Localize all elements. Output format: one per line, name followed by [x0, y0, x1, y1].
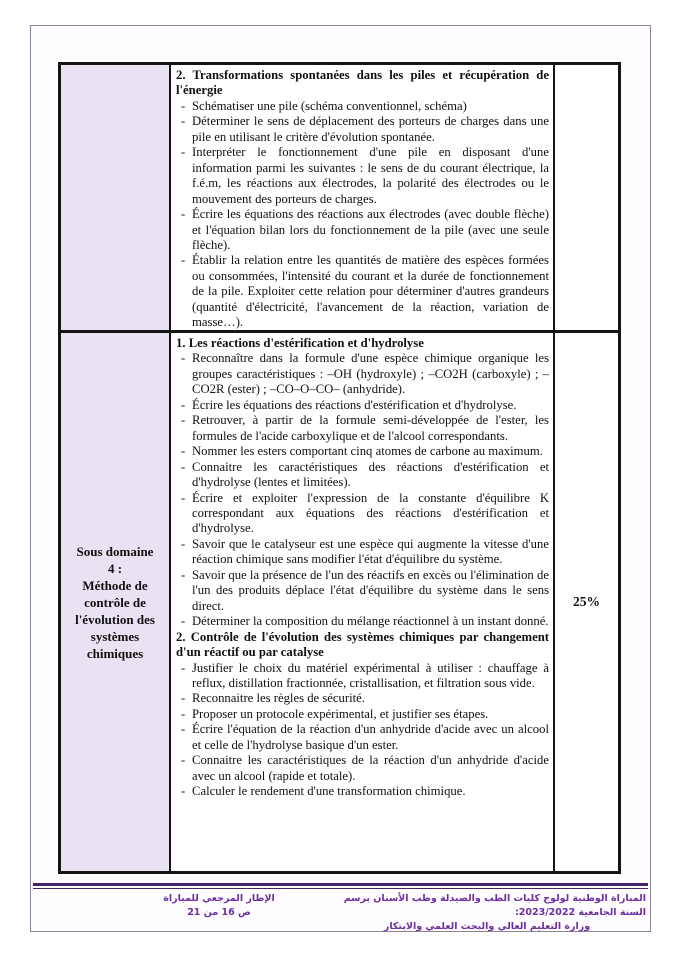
bullet-dash: -: [181, 722, 186, 737]
bullet-dash: -: [181, 691, 186, 706]
bullet-item: [176, 537, 549, 568]
bullet-text: Savoir que le catalyseur est une espèce qui augmente la vitesse d'une réaction chimique sans modifier l'état d'équilibre du système.: [192, 536, 549, 567]
bullet-text: Nommer les esters comportant cinq atomes de carbone au maximum.: [192, 444, 543, 459]
bullet-dash: -: [181, 567, 186, 582]
bullet-item: [176, 398, 549, 413]
bullet-text: Écrire et exploiter l'expression de la constante d'équilibre K correspondant aux équations des réactions d'estérification et d'hydrolyse.: [192, 490, 549, 536]
bullet-text: Établir la relation entre les quantités de matière des espèces formées ou consommées, l'intensité du courant et la durée de fonctionnement de la pile. Exploiter cette relation pour déterminer d'autres grandeurs (quantité d'électricité, l'avancement de la réaction, variation de masse…).: [192, 253, 549, 330]
section-heading: 2. Transformations spontanées dans les piles et récupération de l'énergie: [176, 68, 549, 98]
bullet-text: Interpréter le fonctionnement d'une pile en disposant d'une information parmi les suivantes : le sens de du courant électrique, la f.é.m, les réactions aux électrodes, la polarité des électrodes ou le mouvement des porteurs de charges.: [192, 145, 549, 206]
table-row: [61, 330, 618, 871]
bullet-dash: -: [181, 490, 186, 505]
bullet-text: Déterminer la composition du mélange réactionnel à un instant donné.: [192, 614, 549, 629]
bullet-text: Retrouver, à partir de la formule semi-développée de l'ester, les formules de l'acide carboxylique et de l'alcool correspondants.: [192, 413, 549, 443]
bullet-dash: -: [181, 536, 186, 551]
bullet-dash: -: [181, 207, 186, 222]
bullet-item: [176, 568, 549, 614]
bullet-dash: -: [181, 459, 186, 474]
bullet-text: Écrire les équations des réactions d'estérification et d'hydrolyse.: [192, 397, 517, 412]
bullet-text: Reconnaître dans la formule d'une espèce chimique organique les groupes caractéristiques : –OH (hydroxyle) ; –CO2H (carboxyle) ; –CO2R (ester) ; –CO–O–CO– (anhydride).: [192, 351, 549, 397]
domain-label-line: l'évolution des: [75, 611, 155, 627]
bullet-item: [176, 145, 549, 207]
bullet-item: [176, 99, 549, 114]
domain-label-line: systèmes: [90, 628, 140, 644]
footer-reference-frame: الإطار المرجعي للمباراة: [163, 893, 275, 904]
bullet-dash: -: [181, 253, 186, 268]
weight-cell: [555, 65, 618, 330]
bullet-dash: -: [181, 397, 186, 412]
table-row: [61, 65, 618, 330]
bullet-item: [176, 661, 549, 692]
bullet-item: [176, 707, 549, 722]
bullet-text: Connaitre les caractéristiques des réactions d'estérification et d'hydrolyse (lentes et limitées).: [192, 459, 549, 490]
bullet-dash: -: [181, 413, 186, 428]
bullet-item: [176, 491, 549, 537]
footer-page-number: ص 16 من 21: [187, 907, 251, 918]
bullet-dash: -: [181, 145, 186, 160]
domain-label-line: chimiques: [86, 645, 144, 661]
bullet-dash: -: [181, 614, 186, 629]
bullet-item: [176, 253, 549, 330]
bullet-dash: -: [181, 753, 186, 768]
page-footer: [31, 892, 650, 932]
curriculum-table: [58, 62, 621, 874]
bullet-dash: -: [181, 706, 186, 721]
footer-ministry: وزارة التعليم العالي والبحث العلمي والابتكار: [383, 921, 591, 932]
bullet-text: Savoir que la présence de l'un des réactifs en excès ou l'élimination de l'un des produits déplace l'état d'équilibre du système dans le sens direct.: [192, 567, 549, 613]
bullet-text: Calculer le rendement d'une transformation chimique.: [192, 784, 466, 799]
domain-cell: [61, 333, 171, 871]
bullet-dash: -: [181, 98, 186, 113]
weight-cell: 25%: [555, 333, 618, 871]
bullet-text: Écrire les équations des réactions aux électrodes (avec double flèche) et l'équation bilan lors du fonctionnement de la pile (avec une seule flèche).: [192, 207, 549, 252]
bullet-text: Proposer un protocole expérimental, et justifier ses étapes.: [192, 706, 489, 721]
bullet-dash: -: [181, 351, 186, 366]
bullet-text: Schématiser une pile (schéma conventionnel, schéma): [192, 98, 467, 113]
bullet-text: Déterminer le sens de déplacement des porteurs de charges dans une pile en utilisant le critère d'évolution spontanée.: [192, 114, 549, 144]
bullet-item: [176, 753, 549, 784]
bullet-item: [176, 207, 549, 253]
bullet-item: [176, 460, 549, 491]
section-heading: 1. Les réactions d'estérification et d'hydrolyse: [176, 336, 424, 350]
section-heading: 2. Contrôle de l'évolution des systèmes chimiques par changement d'un réactif ou par catalyse: [176, 629, 549, 660]
bullet-text: Écrire l'équation de la réaction d'un anhydride d'acide avec un alcool et celle de l'hydrolyse basique d'un ester.: [192, 722, 549, 752]
domain-label-line: Méthode de: [82, 577, 148, 593]
bullet-text: Reconnaitre les règles de sécurité.: [192, 691, 365, 706]
page-frame: [30, 25, 651, 932]
bullet-item: [176, 413, 549, 444]
domain-label-line: 4 :: [107, 560, 123, 576]
bullet-text: Connaitre les caractéristiques de la réaction d'un anhydride d'acide avec un alcool (rapide et totale).: [192, 753, 549, 783]
content-cell: [171, 65, 555, 330]
domain-label-line: contrôle de: [84, 594, 146, 610]
bullet-text: Justifier le choix du matériel expérimental à utiliser : chauffage à reflux, distillation fractionnée, cristallisation, et filtration sous vide.: [192, 660, 549, 690]
content-cell: [171, 333, 555, 871]
bullet-item: [176, 784, 549, 799]
bullet-item: [176, 614, 549, 629]
bullet-item: [176, 444, 549, 459]
bullet-item: [176, 114, 549, 145]
bullet-dash: -: [181, 784, 186, 799]
footer-reference-info: [149, 892, 289, 920]
bullet-dash: -: [181, 114, 186, 129]
bullet-dash: -: [181, 444, 186, 459]
footer-exam-title: المباراة الوطنية لولوج كليات الطب والصيدلة وطب الأسنان برسم السنة الجامعية 2023/2022:: [343, 893, 646, 918]
bullet-dash: -: [181, 660, 186, 675]
footer-rule: [33, 883, 648, 889]
domain-label-line: Sous domaine: [76, 543, 154, 559]
bullet-item: [176, 691, 549, 706]
domain-cell: [61, 65, 171, 330]
bullet-item: [176, 351, 549, 397]
bullet-item: [176, 722, 549, 753]
footer-exam-info: [328, 892, 646, 934]
